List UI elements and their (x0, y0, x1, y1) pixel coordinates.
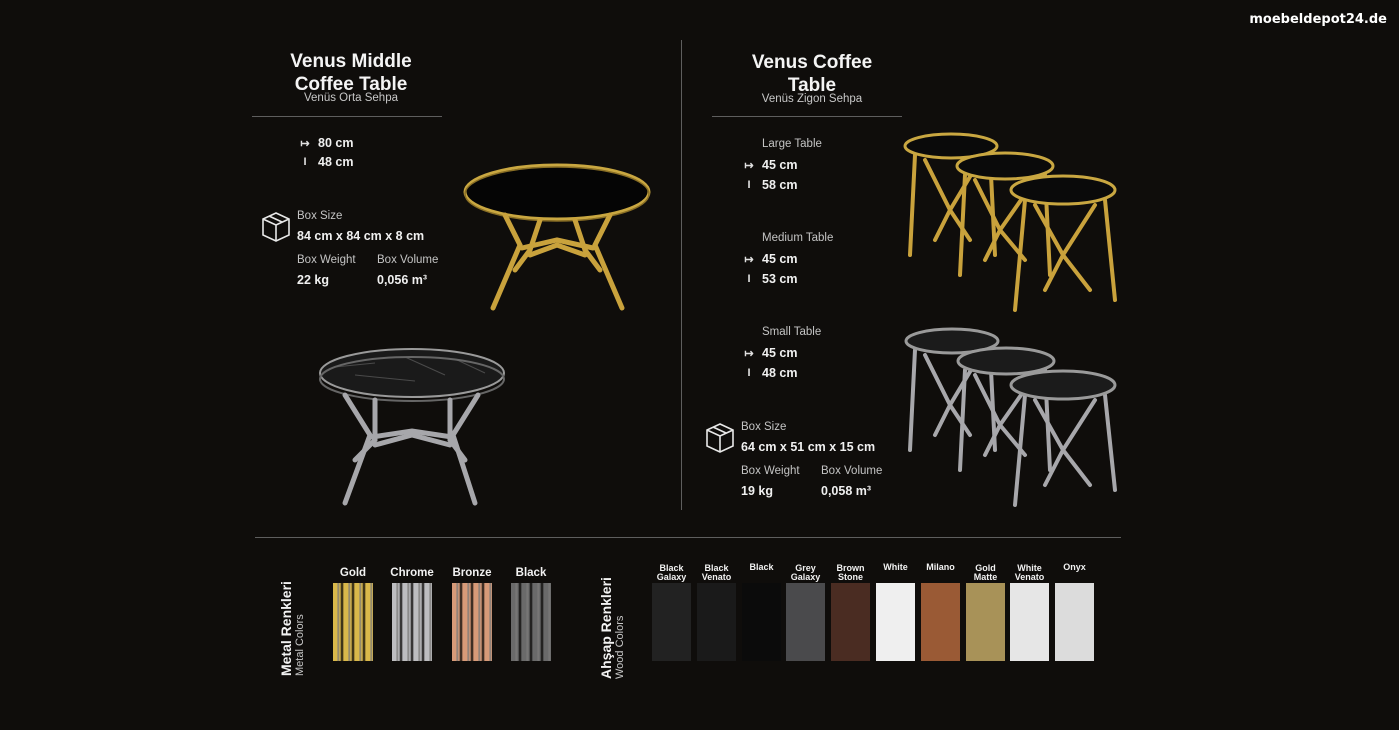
left-width (300, 136, 353, 150)
wood-color-label (1050, 563, 1099, 572)
small-width (744, 346, 797, 360)
left-product-title (252, 50, 450, 96)
wood-color-swatch (876, 583, 915, 661)
right-box-volume-label: Box Volume (821, 465, 883, 477)
large-height-value: 58 cm (762, 178, 798, 192)
right-product-title (712, 51, 912, 97)
wood-color-swatch (1010, 583, 1049, 661)
wood-color-label (737, 563, 786, 572)
width-arrow-icon: ↦ (744, 159, 754, 172)
medium-table-label: Medium Table (762, 232, 834, 244)
wood-color-label (692, 564, 741, 582)
height-icon: I (747, 179, 751, 191)
left-product-subtitle: Venüs Orta Sehpa (304, 92, 398, 104)
wood-color-swatch (1055, 583, 1094, 661)
right-box-size: 64 cm x 51 cm x 15 cm (741, 440, 876, 454)
left-title-divider (252, 116, 442, 117)
chrome-table-image (315, 345, 510, 515)
medium-width (744, 252, 797, 266)
large-height (744, 178, 797, 192)
wood-color-swatch (786, 583, 825, 661)
metal-color-label: Chrome (390, 567, 434, 579)
metal-heading-tr: Metal Renkleri (278, 581, 294, 676)
wood-color-label-line1: Brown (836, 563, 865, 573)
metal-color-swatch (452, 583, 492, 661)
metal-color-label: Bronze (452, 567, 492, 579)
metal-color-swatch (333, 583, 373, 661)
wood-color-label (916, 563, 965, 572)
right-title-divider (712, 116, 902, 117)
left-box-volume: 0,056 m³ (377, 273, 428, 287)
width-arrow-icon: ↦ (744, 347, 754, 360)
height-icon: I (303, 156, 307, 168)
wood-color-label-line1: Black (704, 563, 729, 573)
gold-table-image (460, 160, 655, 320)
wood-color-swatch (697, 583, 736, 661)
left-height-value: 48 cm (318, 155, 354, 169)
box-icon (705, 422, 735, 454)
left-title-line2: Coffee Table (294, 74, 408, 95)
wood-color-label (961, 564, 1010, 582)
left-width-value: 80 cm (318, 136, 354, 150)
metal-color-label: Gold (339, 567, 367, 579)
wood-color-label-line1: White (883, 562, 908, 572)
wood-color-swatch (652, 583, 691, 661)
wood-color-label-line1: Onyx (1063, 562, 1086, 572)
watermark: moebeldepot24.de (1249, 12, 1387, 27)
metal-color-swatch (511, 583, 551, 661)
wood-color-swatch (742, 583, 781, 661)
small-height (744, 366, 797, 380)
medium-height (744, 272, 797, 286)
wood-color-label-line1: Milano (926, 562, 955, 572)
wood-color-label-line1: Black (749, 562, 774, 572)
wood-colors-heading (598, 577, 626, 679)
left-box-size-label: Box Size (297, 210, 343, 222)
wood-color-label-line2: Venato (701, 572, 732, 582)
left-box-weight: 22 kg (297, 273, 329, 287)
wood-color-label-line1: Black (659, 563, 684, 573)
metal-colors-heading (278, 581, 306, 676)
left-box-weight-label: Box Weight (297, 254, 356, 266)
metal-heading-en: Metal Colors (294, 614, 306, 676)
wood-heading-en: Wood Colors (614, 615, 626, 679)
width-arrow-icon: ↦ (744, 253, 754, 266)
metal-color-label: Black (515, 567, 547, 579)
wood-color-label-line2: Galaxy (656, 572, 687, 582)
left-box-size: 84 cm x 84 cm x 8 cm (297, 229, 425, 243)
right-title-line2: Table (787, 75, 837, 96)
wood-color-label-line2: Galaxy (790, 572, 821, 582)
wood-color-swatch (831, 583, 870, 661)
wood-color-label (647, 564, 696, 582)
right-box-size-label: Box Size (741, 421, 787, 433)
left-title-line1: Venus Middle (290, 51, 412, 72)
wood-color-label-line2: Venato (1014, 572, 1045, 582)
wood-color-label (1005, 564, 1054, 582)
wood-color-label-line2: Matte (973, 572, 998, 582)
right-title-line1: Venus Coffee (751, 52, 873, 73)
wood-color-label (871, 563, 920, 572)
small-table-label: Small Table (762, 326, 822, 338)
medium-height-value: 53 cm (762, 272, 798, 286)
right-box-volume: 0,058 m³ (821, 484, 872, 498)
medium-width-value: 45 cm (762, 252, 798, 266)
wood-color-swatch (921, 583, 960, 661)
large-width-value: 45 cm (762, 158, 798, 172)
right-box-weight-label: Box Weight (741, 465, 800, 477)
right-product-subtitle: Venüs Zigon Sehpa (761, 93, 863, 105)
large-width (744, 158, 797, 172)
wood-color-label-line1: Gold (975, 563, 996, 573)
small-height-value: 48 cm (762, 366, 798, 380)
box-icon (261, 211, 291, 243)
chrome-nesting-tables-image (900, 325, 1125, 515)
metal-color-swatch (392, 583, 432, 661)
center-divider (681, 40, 682, 510)
width-arrow-icon: ↦ (300, 137, 310, 150)
height-icon: I (747, 367, 751, 379)
height-icon: I (747, 273, 751, 285)
wood-color-label (826, 564, 875, 582)
wood-color-label-line1: White (1017, 563, 1042, 573)
large-table-label: Large Table (762, 138, 822, 150)
small-width-value: 45 cm (762, 346, 798, 360)
left-box-volume-label: Box Volume (377, 254, 439, 266)
left-height (300, 155, 353, 169)
colors-divider (255, 537, 1121, 538)
wood-color-swatch (966, 583, 1005, 661)
right-box-weight: 19 kg (741, 484, 773, 498)
wood-color-label-line1: Grey (795, 563, 816, 573)
wood-color-label-line2: Stone (837, 572, 863, 582)
wood-heading-tr: Ahşap Renkleri (598, 577, 614, 679)
wood-color-label (781, 564, 830, 582)
gold-nesting-tables-image (895, 130, 1125, 320)
